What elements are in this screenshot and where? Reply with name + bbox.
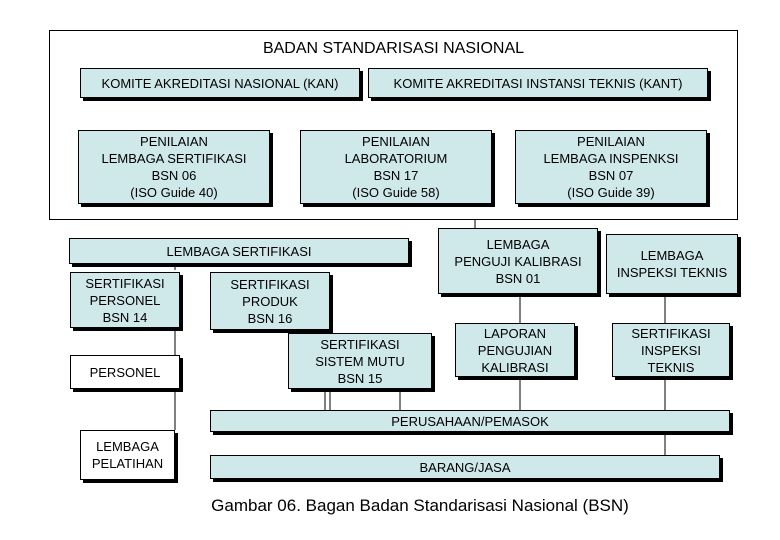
lembaga-inspeksi-box[interactable] [606,234,738,294]
kan-box[interactable] [80,68,360,98]
laporan-pengujian-label: LAPORAN PENGUJIAN KALIBRASI [477,325,553,375]
personel-label: PERSONEL [89,364,161,380]
sertifikasi-inspeksi-label: SERTIFIKASI INSPEKSI TEKNIS [631,325,711,375]
sertifikasi-personel-box[interactable] [70,272,180,328]
sertifikasi-sistem-mutu-label: SERTIFIKASI SISTEM MUTU BSN 15 [315,336,405,386]
barang-jasa-box[interactable] [210,455,720,479]
lembaga-inspeksi-label: LEMBAGA INSPEKSI TEKNIS [616,248,728,280]
laporan-pengujian-box[interactable] [455,323,575,377]
barang-jasa-label: BARANG/JASA [419,459,511,475]
lembaga-pelatihan-box[interactable] [80,430,175,480]
diagram-title: BADAN STANDARISASI NASIONAL [262,40,525,57]
sertifikasi-produk-box[interactable] [210,272,330,330]
sertifikasi-sistem-mutu-box[interactable] [288,333,432,389]
penilaian-inspeksi-box[interactable] [515,130,707,204]
sertifikasi-personel-label: SERTIFIKASI PERSONEL BSN 14 [85,275,165,325]
penilaian-sertifikasi-box[interactable] [78,130,270,204]
lembaga-penguji-label: LEMBAGA PENGUJI KALIBRASI BSN 01 [454,236,582,286]
lembaga-sertifikasi-box[interactable] [69,238,409,264]
lembaga-penguji-box[interactable] [438,228,598,294]
sertifikasi-inspeksi-box[interactable] [612,323,730,377]
lembaga-pelatihan-label: LEMBAGA PELATIHAN [91,439,164,471]
penilaian-sertifikasi-label: PENILAIAN LEMBAGA SERTIFIKASI BSN 06 (ISO Guide 40) [101,134,247,200]
penilaian-inspeksi-label: PENILAIAN LEMBAGA INSPENKSI BSN 07 (ISO Guide 39) [543,134,679,200]
perusahaan-box[interactable] [210,410,730,432]
kant-label: KOMITE AKREDITASI INSTANSI TEKNIS (KANT) [393,75,683,91]
personel-box[interactable] [70,355,180,389]
figure-caption: Gambar 06. Bagan Badan Standarisasi Nasional (BSN) [211,496,629,515]
kant-box[interactable] [368,68,708,98]
penilaian-laboratorium-label: PENILAIAN LABORATORIUM BSN 17 (ISO Guide 58) [344,134,448,200]
sertifikasi-produk-label: SERTIFIKASI PRODUK BSN 16 [230,276,310,326]
penilaian-laboratorium-box[interactable] [300,130,492,204]
lembaga-sertifikasi-label: LEMBAGA SERTIFIKASI [166,243,312,259]
perusahaan-label: PERUSAHAAN/PEMASOK [391,413,549,429]
kan-label: KOMITE AKREDITASI NASIONAL (KAN) [101,75,339,91]
